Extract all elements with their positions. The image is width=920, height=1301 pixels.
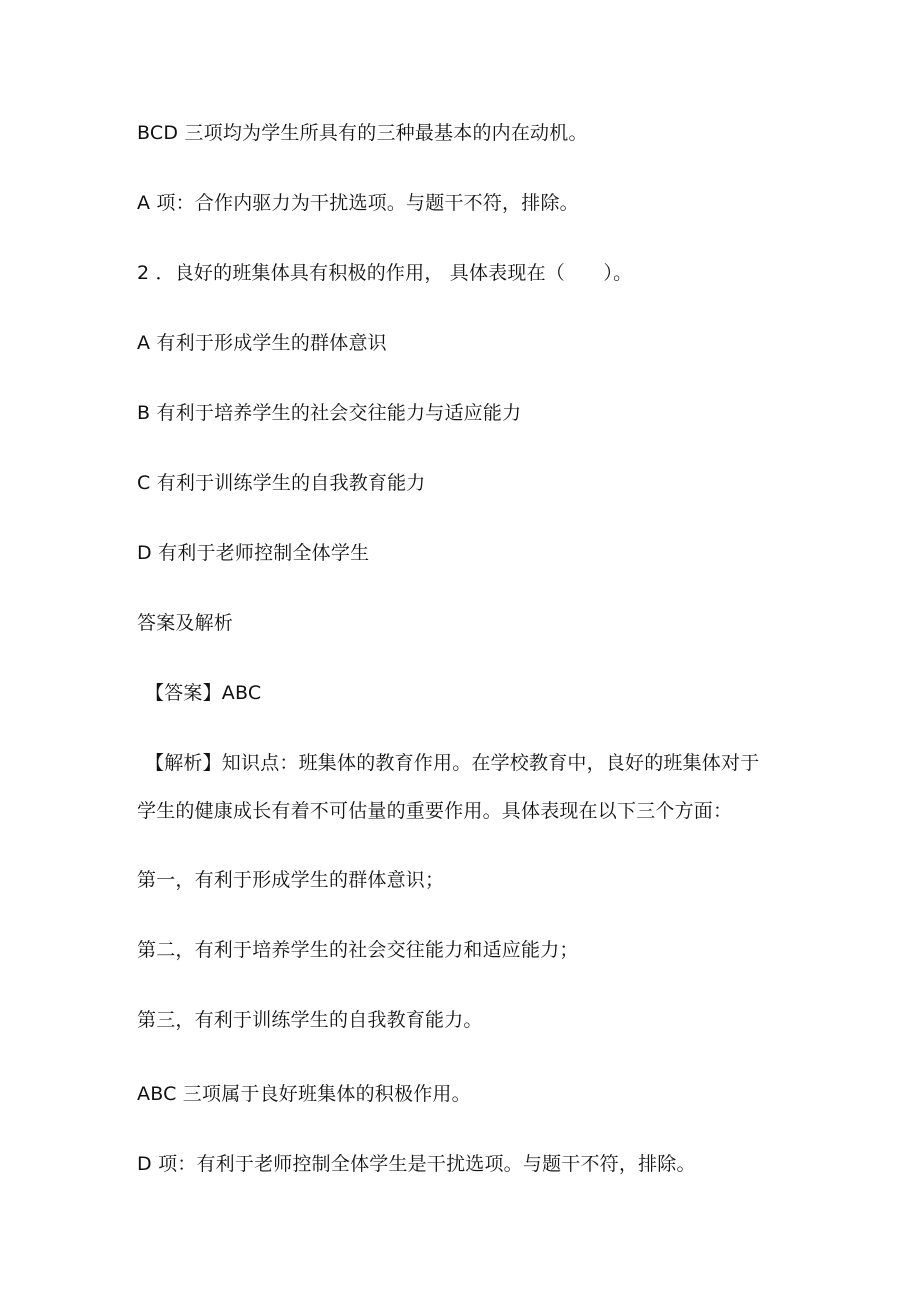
answer-heading: 答案及解析 — [137, 612, 234, 634]
point-first: 第一，有利于形成学生的群体意识； — [137, 869, 445, 891]
option-b: B 有利于培养学生的社会交往能力与适应能力 — [137, 402, 522, 424]
question-stem: 2 ．良好的班集体具有积极的作用， 具体表现在（ ）。 — [137, 262, 633, 284]
option-d: D 有利于老师控制全体学生 — [137, 542, 370, 564]
analysis-line-2: 学生的健康成长有着不可估量的重要作用。具体表现在以下三个方面： — [137, 800, 733, 822]
point-third: 第三，有利于训练学生的自我教育能力。 — [137, 1009, 483, 1031]
summary-abc: ABC 三项属于良好班集体的积极作用。 — [137, 1083, 471, 1105]
analysis-line-1: 【解析】知识点：班集体的教育作用。在学校教育中，良好的班集体对于 — [145, 752, 760, 774]
summary-d: D 项：有利于老师控制全体学生是干扰选项。与题干不符，排除。 — [137, 1153, 696, 1175]
option-c: C 有利于训练学生的自我教育能力 — [137, 472, 426, 494]
explanation-line-a: A 项：合作内驱力为干扰选项。与题干不符，排除。 — [137, 192, 579, 214]
answer-line: 【答案】ABC — [145, 682, 262, 704]
explanation-line-bcd: BCD 三项均为学生所具有的三种最基本的内在动机。 — [137, 122, 588, 144]
point-second: 第二，有利于培养学生的社会交往能力和适应能力； — [137, 939, 579, 961]
option-a: A 有利于形成学生的群体意识 — [137, 332, 387, 354]
